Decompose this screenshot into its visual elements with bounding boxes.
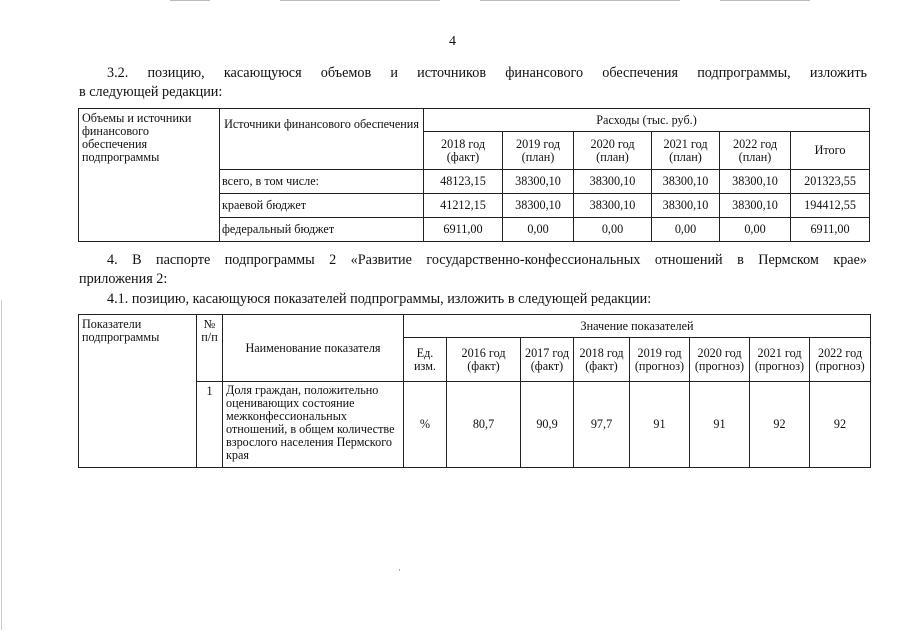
row-number: 1 (197, 382, 223, 468)
year-header: 2018 год (факт) (574, 338, 630, 382)
table-cell: 38300,10 (574, 194, 652, 218)
paragraph-4-1: 4.1. позицию, касающуюся показателей подпрограммы, изложить в следующей редакции: (107, 291, 652, 307)
year-header: 2021 год (прогноз) (750, 338, 810, 382)
year-header: 2022 год (прогноз) (810, 338, 871, 382)
table-cell: 92 (810, 382, 871, 468)
year-header: 2022 год (план) (720, 132, 791, 170)
table-cell: 0,00 (574, 218, 652, 242)
year-header: 2017 год (факт) (521, 338, 574, 382)
paragraph-4-continued: приложения 2: (79, 271, 168, 287)
year-header: 2018 год (факт) (424, 132, 503, 170)
table-cell: 6911,00 (424, 218, 503, 242)
row-label: всего, в том числе: (220, 170, 424, 194)
total-header: Итого (791, 132, 870, 170)
stray-mark: · (398, 565, 401, 575)
indicator-values-header: Значение показателей (404, 315, 871, 338)
expenses-header: Расходы (тыс. руб.) (424, 109, 870, 132)
unit-header: Ед. изм. (404, 338, 447, 382)
page-number: 4 (449, 34, 456, 49)
table-cell: 38300,10 (574, 170, 652, 194)
table-cell: 38300,10 (652, 170, 720, 194)
year-header: 2020 год (план) (574, 132, 652, 170)
number-header: № п/п (197, 315, 223, 382)
table-cell: 80,7 (447, 382, 521, 468)
table-cell: 0,00 (652, 218, 720, 242)
table-cell: 6911,00 (791, 218, 870, 242)
table-row (79, 382, 871, 468)
paragraph-3-2: 3.2. позицию, касающуюся объемов и источников финансового обеспечения подпрограммы, изложить (107, 65, 867, 81)
table-cell: 201323,55 (791, 170, 870, 194)
table-cell: 38300,10 (503, 194, 574, 218)
indicator-name: Доля граждан, положительно оценивающих состояние межконфессиональных отношений, в общем количестве взрослого населения Пермского края (223, 382, 404, 468)
table-cell: 48123,15 (424, 170, 503, 194)
financing-sources-header: Источники финансового обеспечения (220, 109, 424, 170)
table-cell: 0,00 (503, 218, 574, 242)
indicator-name-header: Наименование показателя (223, 315, 404, 382)
financing-table (78, 108, 870, 242)
indicators-header: Показатели подпрограммы (79, 315, 197, 468)
table-cell: 38300,10 (720, 170, 791, 194)
row-label: краевой бюджет (220, 194, 424, 218)
table-cell: 0,00 (720, 218, 791, 242)
year-header: 2020 год (прогноз) (690, 338, 750, 382)
unit-cell: % (404, 382, 447, 468)
table-cell: 92 (750, 382, 810, 468)
year-header: 2021 год (план) (652, 132, 720, 170)
row-label: федеральный бюджет (220, 218, 424, 242)
year-header: 2016 год (факт) (447, 338, 521, 382)
table-cell: 91 (630, 382, 690, 468)
table-cell: 38300,10 (503, 170, 574, 194)
table-cell: 91 (690, 382, 750, 468)
indicators-table (78, 314, 871, 468)
financing-volume-header: Объемы и источники финансового обеспечения подпрограммы (79, 109, 220, 242)
paragraph-4: 4. В паспорте подпрограммы 2 «Развитие государственно-конфессиональных отношений в Пермском крае» (107, 252, 867, 268)
table-cell: 41212,15 (424, 194, 503, 218)
paragraph-3-2-continued: в следующей редакции: (79, 84, 223, 100)
year-header: 2019 год (план) (503, 132, 574, 170)
table-cell: 194412,55 (791, 194, 870, 218)
table-cell: 90,9 (521, 382, 574, 468)
year-header: 2019 год (прогноз) (630, 338, 690, 382)
table-cell: 38300,10 (652, 194, 720, 218)
table-cell: 97,7 (574, 382, 630, 468)
table-cell: 38300,10 (720, 194, 791, 218)
